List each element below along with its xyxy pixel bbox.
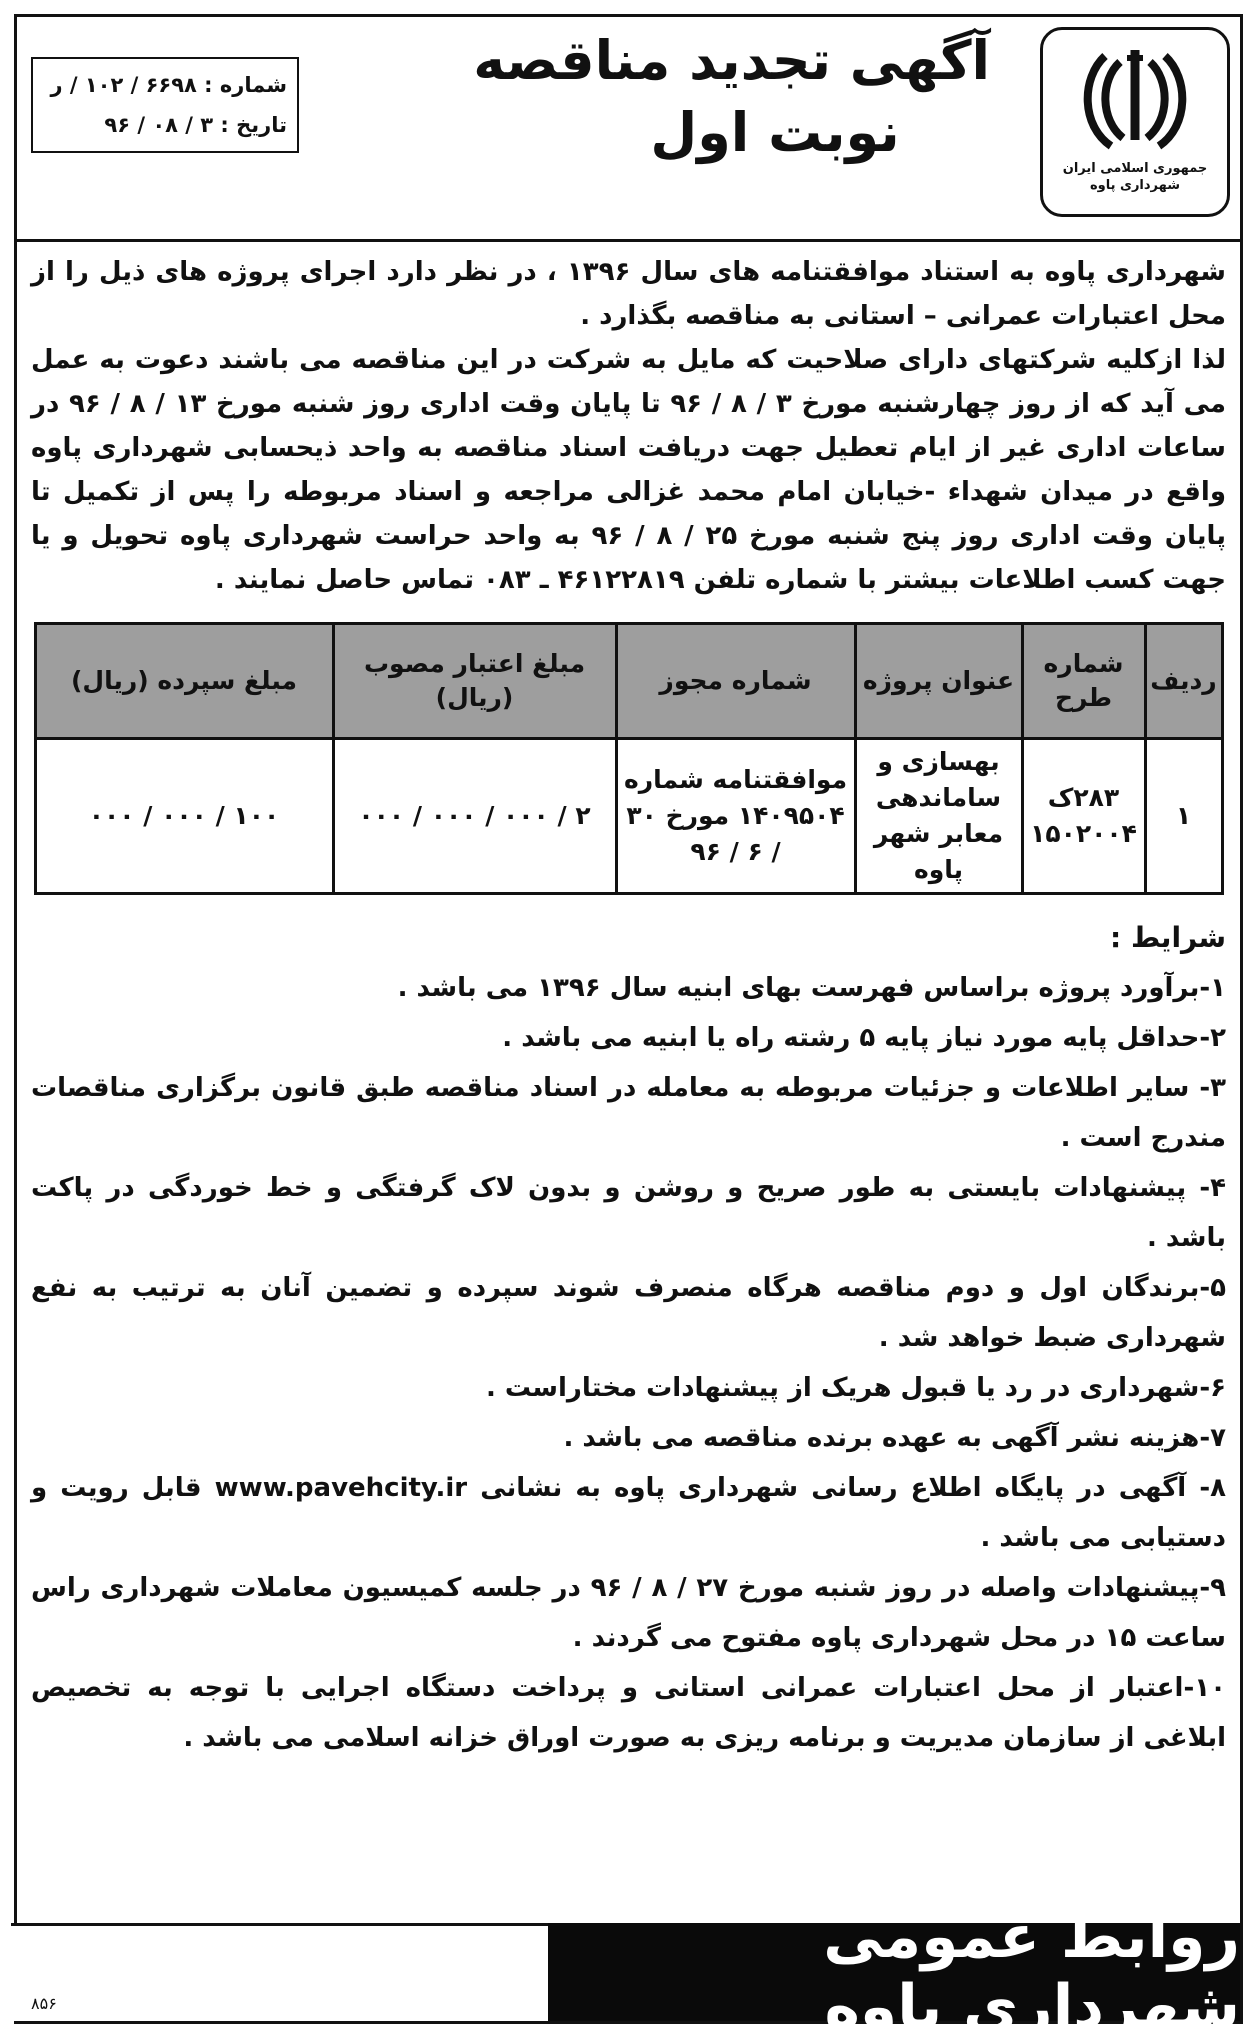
table-row	[35, 739, 1222, 894]
notice-header	[17, 17, 1240, 242]
emblem-caption-municipality: شهرداری پاوه	[1089, 178, 1181, 193]
footer-blank	[11, 1923, 548, 2021]
condition-8-text-end: قابل رویت و دستیابی می باشد .	[31, 1473, 1226, 1553]
column-header-approved-amount: مبلغ اعتبار مصوب (ریال)	[333, 624, 616, 739]
condition-5: ۵-برندگان اول و دوم مناقصه هرگاه منصرف شوند سپرده و تضمین آنان به ترتیب به نفع شهرداری ضبط خواهد شد .	[31, 1273, 1226, 1353]
reference-box	[31, 57, 299, 153]
column-header-permit-no: شماره مجوز	[616, 624, 855, 739]
column-header-plan-no: شماره طرح	[1022, 624, 1145, 739]
notice-frame	[14, 14, 1243, 2042]
website-link[interactable]: www.pavehcity.ir	[214, 1473, 468, 1503]
footer-signature: روابط عمومی شهرداری پاوه	[548, 1923, 1240, 2021]
condition-4: ۴- پیشنهادات بایستی به طور صریح و روشن و بدون لاک گرفتگی و خط خوردگی در پاکت باشد .	[31, 1173, 1226, 1253]
reference-number: شماره : ۶۶۹۸ / ۱۰۲ / ر	[50, 73, 287, 97]
intro-text	[17, 242, 1240, 602]
condition-1: ۱-برآورد پروژه براساس فهرست بهای ابنیه سال ۱۳۹۶ می باشد .	[397, 973, 1226, 1003]
column-header-deposit-amount: مبلغ سپرده (ریال)	[35, 624, 333, 739]
page-number: ۸۵۶	[31, 1994, 57, 2013]
footer-bar	[11, 1902, 1240, 2042]
notice-title	[473, 25, 990, 169]
condition-10: ۱۰-اعتبار از محل اعتبارات عمرانی استانی و پرداخت دستگاه اجرایی با توجه به تخصیص ابلاغی از سازمان مدیریت و برنامه ریزی به صورت اوراق خزانه اسلامی می باشد .	[31, 1673, 1226, 1753]
projects-table	[34, 622, 1224, 895]
column-header-row-no: ردیف	[1145, 624, 1222, 739]
cell-deposit-amount: ۱۰۰ / ۰۰۰ / ۰۰۰	[35, 739, 333, 894]
condition-9: ۹-پیشنهادات واصله در روز شنبه مورخ ۲۷ / ۸ / ۹۶ در جلسه کمیسیون معاملات شهرداری راس ساعت ۱۵ در محل شهرداری پاوه مفتوح می گردند .	[31, 1573, 1226, 1653]
condition-2: ۲-حداقل پایه مورد نیاز پایه ۵ رشته راه یا ابنیه می باشد .	[502, 1023, 1226, 1053]
emblem-caption-country: جمهوری اسلامی ایران	[1062, 161, 1208, 176]
iran-emblem-icon	[1075, 40, 1195, 160]
condition-3: ۳- سایر اطلاعات و جزئیات مربوطه به معامله در اسناد مناقصه طبق قانون برگزاری مناقصات مندرج است .	[31, 1073, 1226, 1153]
table-header-row	[35, 624, 1222, 739]
condition-8-text-start: ۸- آگهی در پایگاه اطلاع رسانی شهرداری پاوه به نشانی	[480, 1473, 1226, 1503]
cell-plan-no: ۲۸۳ک ۱۵۰۲۰۰۴	[1022, 739, 1145, 894]
conditions-title: شرایط :	[1110, 921, 1226, 954]
notice-title-line-2: نوبت اول	[650, 101, 900, 164]
condition-7: ۷-هزینه نشر آگهی به عهده برنده مناقصه می باشد .	[563, 1423, 1226, 1453]
cell-project-title: بهسازی و ساماندهی معابر شهر پاوه	[855, 739, 1022, 894]
reference-date: تاریخ : ۳ / ۰۸ / ۹۶	[104, 113, 287, 137]
intro-paragraph-2: لذا ازکلیه شرکتهای دارای صلاحیت که مایل به شرکت در این مناقصه می باشند دعوت به عمل می آید که از روز چهارشنبه مورخ ۳ / ۸ / ۹۶ تا پایان وقت اداری روز شنبه مورخ ۱۳ / ۸ / ۹۶ در ساعات اداری غیر از ایام تعطیل جهت دریافت اسناد مناقصه به واحد ذیحسابی شهرداری پاوه واقع در میدان شهداء -خیابان امام محمد غزالی مراجعه و اسناد مربوطه را پس از تکمیل تا پایان وقت اداری روز پنج شنبه مورخ ۲۵ / ۸ / ۹۶ به واحد حراست شهرداری پاوه تحویل و یا جهت کسب اطلاعات بیشتر با شماره تلفن ۴۶۱۲۲۸۱۹ ـ ۰۸۳ تماس حاصل نمایند .	[31, 345, 1227, 595]
cell-approved-amount: ۲ / ۰۰۰ / ۰۰۰ / ۰۰۰	[333, 739, 616, 894]
condition-6: ۶-شهرداری در رد یا قبول هریک از پیشنهادات مختاراست .	[485, 1373, 1226, 1403]
intro-paragraph-1: شهرداری پاوه به استناد موافقتنامه های سال ۱۳۹۶ ، در نظر دارد اجرای پروژه های ذیل را از محل اعتبارات عمرانی – استانی به مناقصه بگذارد .	[31, 257, 1226, 331]
column-header-project-title: عنوان پروژه	[855, 624, 1022, 739]
cell-row-no: ۱	[1145, 739, 1222, 894]
cell-permit-no: موافقتنامه شماره ۱۴۰۹۵۰۴ مورخ ۳۰ / ۶ / ۹۶	[616, 739, 855, 894]
conditions-section	[17, 895, 1240, 1763]
condition-8	[31, 1463, 1226, 1563]
notice-title-line-1: آگهی تجدید مناقصه	[473, 29, 990, 92]
emblem-box	[1040, 27, 1230, 217]
